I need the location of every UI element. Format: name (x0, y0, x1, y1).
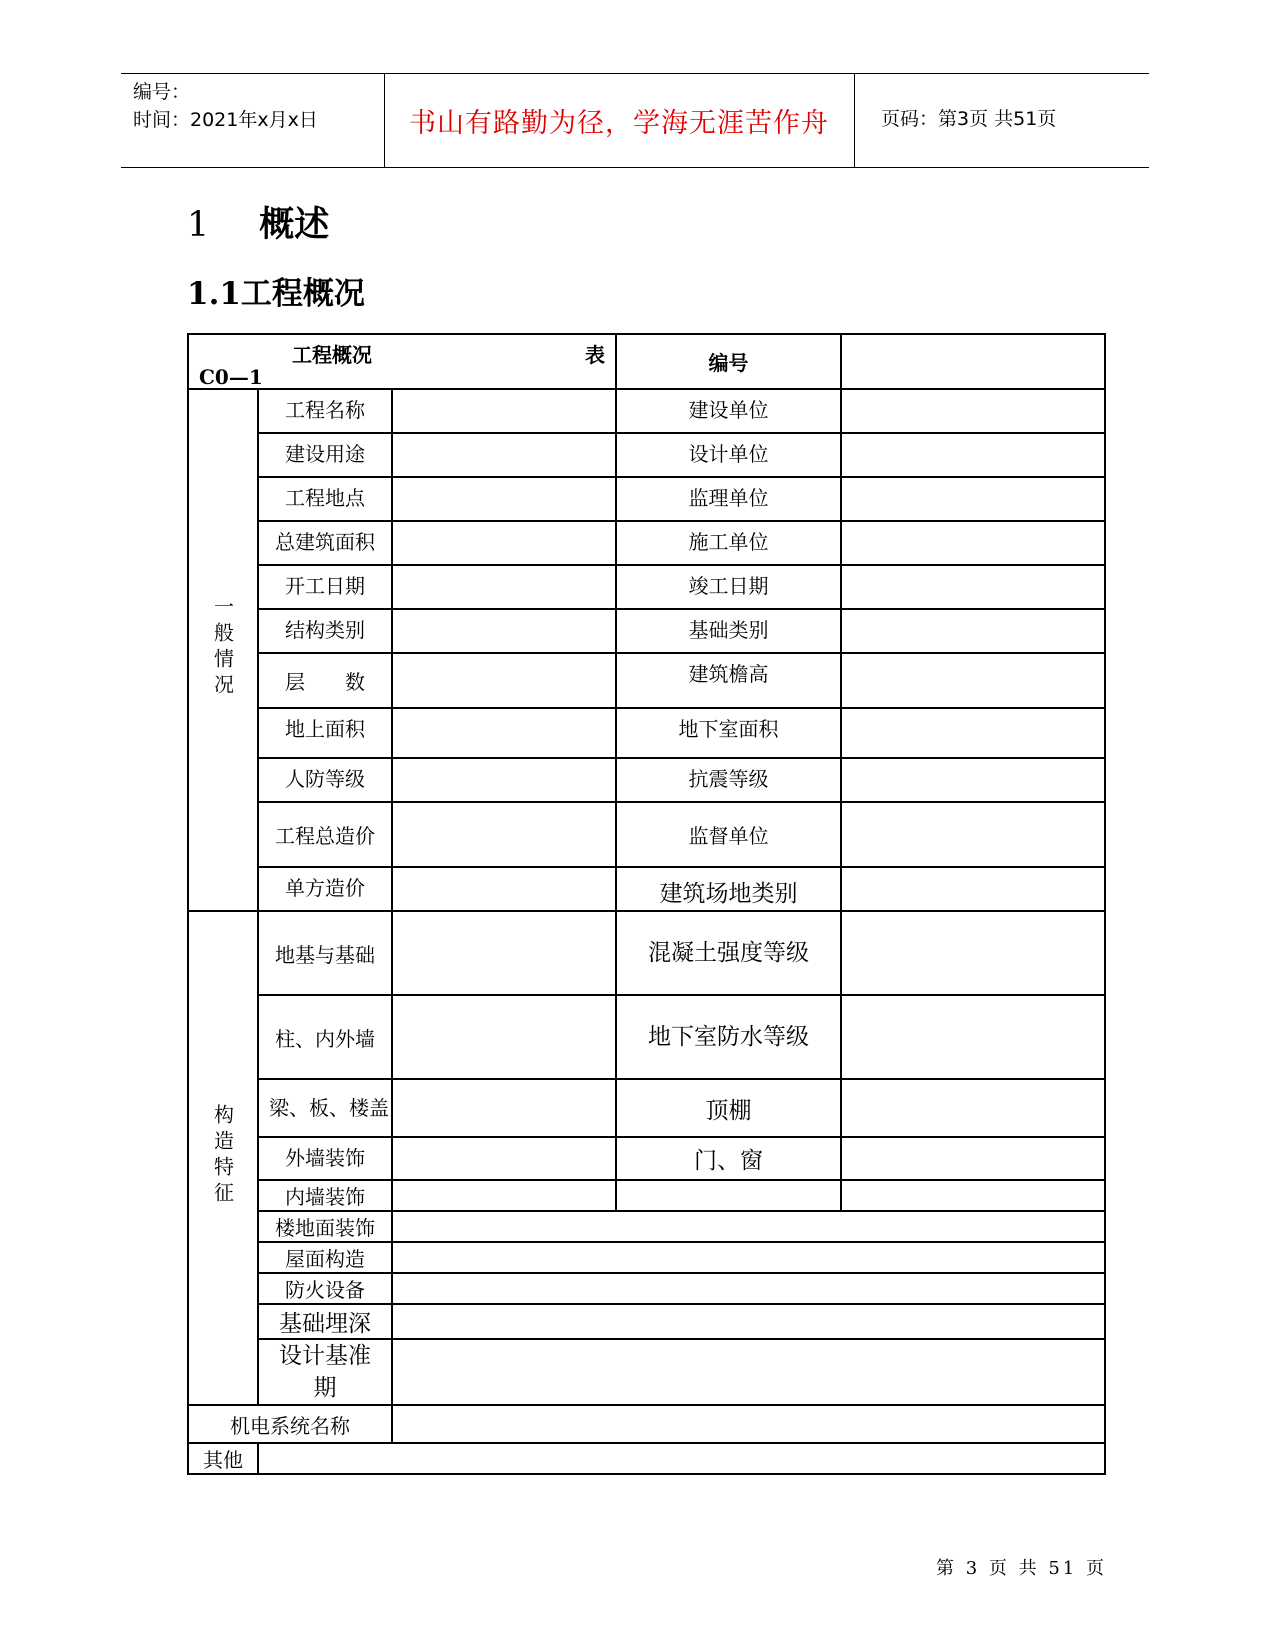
general-section-label: 一般情况 (188, 389, 258, 911)
value-field[interactable] (258, 1443, 1105, 1474)
table-row (188, 477, 1105, 521)
table-title-cell (188, 334, 616, 389)
value-field[interactable] (841, 565, 1105, 609)
row-label: 工程名称 (258, 389, 392, 433)
page-header (121, 73, 1149, 168)
row-label: 防火设备 (258, 1273, 392, 1304)
table-word: 表 (585, 343, 606, 367)
row-label: 地下室防水等级 (616, 995, 841, 1079)
structure-section-label: 构造特征 (188, 911, 258, 1405)
value-field[interactable] (841, 389, 1105, 433)
project-overview-table (187, 333, 1106, 1475)
row-label: 建筑场地类别 (616, 867, 841, 911)
row-label: 基础类别 (616, 609, 841, 653)
value-field[interactable] (392, 521, 616, 565)
row-label: 单方造价 (258, 867, 392, 911)
value-field[interactable] (392, 995, 616, 1079)
value-field[interactable] (841, 708, 1105, 758)
row-label: 竣工日期 (616, 565, 841, 609)
row-label: 地下室面积 (616, 708, 841, 758)
row-label: 柱、内外墙 (258, 995, 392, 1079)
table-title-row (188, 334, 1105, 389)
value-field[interactable] (841, 995, 1105, 1079)
page-footer: 第 3 页 共 51 页 (936, 1558, 1107, 1579)
table-row (188, 1304, 1105, 1339)
row-label: 层 数 (258, 653, 392, 708)
value-field[interactable] (392, 1242, 1105, 1273)
row-label: 机电系统名称 (188, 1405, 392, 1443)
header-page-number: 页码：第3页 共51页 (881, 108, 1057, 130)
row-label: 顶棚 (616, 1079, 841, 1137)
table-row (188, 1339, 1105, 1405)
row-label: 结构类别 (258, 609, 392, 653)
value-field[interactable] (392, 389, 616, 433)
value-field[interactable] (841, 867, 1105, 911)
row-label: 外墙装饰 (258, 1137, 392, 1180)
value-field[interactable] (392, 1211, 1105, 1242)
value-field[interactable] (392, 1180, 616, 1211)
value-field[interactable] (841, 1079, 1105, 1137)
table-row (188, 433, 1105, 477)
table-row (188, 802, 1105, 867)
row-label: 梁、板、楼盖 (258, 1079, 392, 1137)
value-field[interactable] (392, 1079, 616, 1137)
row-label: 建筑檐高 (616, 653, 841, 708)
table-row (188, 609, 1105, 653)
table-row (188, 1405, 1105, 1443)
table-row (188, 1211, 1105, 1242)
row-label: 地上面积 (258, 708, 392, 758)
value-field[interactable] (841, 1180, 1105, 1211)
table-row (188, 653, 1105, 708)
table-row (188, 1180, 1105, 1211)
value-field[interactable] (392, 609, 616, 653)
value-field[interactable] (392, 477, 616, 521)
number-field[interactable] (841, 334, 1105, 389)
value-field[interactable] (392, 433, 616, 477)
row-label: 楼地面装饰 (258, 1211, 392, 1242)
row-label: 开工日期 (258, 565, 392, 609)
row-label: 屋面构造 (258, 1242, 392, 1273)
row-label: 监理单位 (616, 477, 841, 521)
subsection-heading: 1.1工程概况 (187, 276, 365, 312)
value-field[interactable] (392, 1273, 1105, 1304)
value-field[interactable] (841, 758, 1105, 802)
table-row (188, 995, 1105, 1079)
value-field[interactable] (841, 477, 1105, 521)
header-time: 时间：2021年x月x日 (133, 109, 318, 131)
row-label: 内墙装饰 (258, 1180, 392, 1211)
header-divider (854, 74, 855, 167)
row-label: 建设用途 (258, 433, 392, 477)
value-field[interactable] (392, 758, 616, 802)
header-meta (133, 78, 318, 134)
value-field[interactable] (841, 1137, 1105, 1180)
section-heading (187, 197, 329, 247)
table-title: 工程概况 (292, 343, 372, 367)
row-label: 工程地点 (258, 477, 392, 521)
number-label: 编号 (616, 334, 841, 389)
value-field[interactable] (392, 708, 616, 758)
table-row (188, 1079, 1105, 1137)
table-row (188, 1242, 1105, 1273)
value-field[interactable] (841, 433, 1105, 477)
table-row (188, 1137, 1105, 1180)
value-field[interactable] (841, 653, 1105, 708)
value-field[interactable] (392, 653, 616, 708)
header-number: 编号： (133, 81, 191, 103)
table-row (188, 758, 1105, 802)
row-label: 地基与基础 (258, 911, 392, 995)
section-title: 概述 (259, 204, 330, 245)
table-row (188, 911, 1105, 995)
row-label: 总建筑面积 (258, 521, 392, 565)
value-field[interactable] (392, 1339, 1105, 1405)
value-field[interactable] (841, 609, 1105, 653)
row-label: 人防等级 (258, 758, 392, 802)
row-label: 设计单位 (616, 433, 841, 477)
value-field[interactable] (392, 911, 616, 995)
table-code: C0—1 (199, 365, 263, 389)
value-field[interactable] (392, 1137, 616, 1180)
section-number: 1 (187, 205, 210, 245)
row-label: 建设单位 (616, 389, 841, 433)
row-label: 抗震等级 (616, 758, 841, 802)
value-field[interactable] (392, 1405, 1105, 1443)
row-label: 工程总造价 (258, 802, 392, 867)
value-field[interactable] (841, 911, 1105, 995)
table-row (188, 867, 1105, 911)
row-label: 基础埋深 (258, 1304, 392, 1339)
row-label: 施工单位 (616, 521, 841, 565)
table-row (188, 1273, 1105, 1304)
table-row (188, 1443, 1105, 1474)
value-field[interactable] (392, 565, 616, 609)
row-label: 设计基准期 (258, 1339, 392, 1405)
table-row (188, 389, 1105, 433)
row-label: 监督单位 (616, 802, 841, 867)
table-row (188, 565, 1105, 609)
row-label: 混凝土强度等级 (616, 911, 841, 995)
value-field[interactable] (392, 802, 616, 867)
value-field[interactable] (841, 802, 1105, 867)
header-motto: 书山有路勤为径，学海无涯苦作舟 (409, 108, 829, 139)
value-field[interactable] (392, 867, 616, 911)
value-field[interactable] (841, 521, 1105, 565)
row-label (616, 1180, 841, 1211)
row-label: 其他 (188, 1443, 258, 1474)
row-label: 门、窗 (616, 1137, 841, 1180)
table-row (188, 521, 1105, 565)
table-row (188, 708, 1105, 758)
value-field[interactable] (392, 1304, 1105, 1339)
